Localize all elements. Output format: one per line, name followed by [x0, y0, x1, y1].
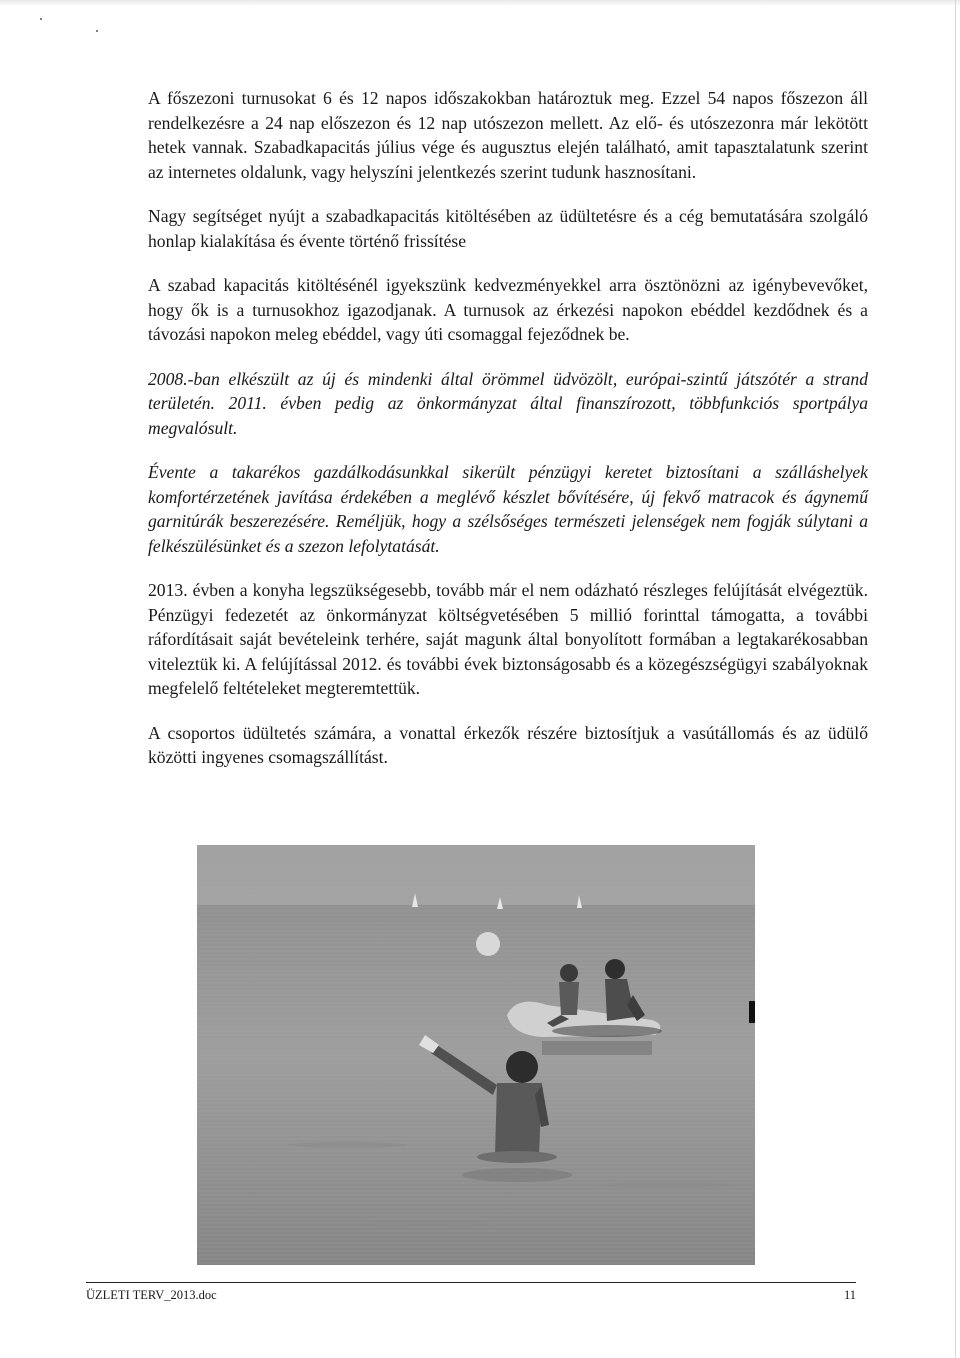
scan-speck — [96, 30, 98, 32]
paragraph-1: A főszezoni turnusokat 6 és 12 napos időszakokban határoztuk meg. Ezzel 54 napos főszezon áll rendelkezésre a 24 nap előszezon és 12 nap utószezon mellett. Az elő- és utószezonra már lekötött hetek vannak. Szabadkapacitás július vége és augusztus elején található, amit tapasztalatunk szerint az internetes oldalunk, vagy helyszíni jelentkezés szerint tudunk hasznosítani. — [148, 88, 868, 182]
body-text — [148, 86, 868, 790]
paragraph-4-italic: 2008.-ban elkészült az új és mindenki által örömmel üdvözölt, európai-szintű játszótér a strand területén. 2011. évben pedig az önkormányzat által finanszírozott, többfunkciós sportpálya megvalósult. — [148, 368, 868, 438]
scan-speck — [40, 18, 42, 20]
paragraph-6: 2013. évben a konyha legszükségesebb, tovább már el nem odázható részleges felújítását elvégeztük. Pénzügyi fedezetét az önkormányzat költségvetésében 5 millió forinttal támogatta, a további ráfordításait saját bevételeink terhére, saját magunk által bonyolított formában a legtakarékosabban viteleztük ki. A felújítással 2012. és további évek biztonságosabb és a közegészségügyi szabályoknak megfelelő feltételeket megteremtettük. — [148, 580, 868, 698]
paragraph-7: A csoportos üdültetés számára, a vonattal érkezők részére biztosítjuk a vasútállomás és az üdülő közötti ingyenes csomagszállítást. — [148, 722, 868, 767]
photo-graphic — [197, 845, 755, 1265]
footer-filename: ÜZLETI TERV_2013.doc — [86, 1288, 217, 1302]
footer-rule — [86, 1282, 856, 1283]
scan-artifact-top — [0, 0, 960, 6]
scan-artifact-edge — [955, 0, 956, 1358]
paragraph-2: Nagy segítséget nyújt a szabadkapacitás kitöltésében az üdültetésre és a cég bemutatására szolgáló honlap kialakítása és évente történő frissítése — [148, 206, 868, 251]
paragraph-5-italic: Évente a takarékos gazdálkodásunkkal sikerült pénzügyi keretet biztosítani a szálláshelyek komfortérzetének javítása érdekében a meglévő készlet bővítésére, új fekvő matracok és ágynemű garnitúrák beszerezésére. Reméljük, hogy a szélsőséges természeti jelenségek nem fogják súlytani a felkészülésünket és a szezon lefolytatását. — [148, 462, 868, 556]
paragraph-3: A szabad kapacitás kitöltésénél igyekszünk kedvezményekkel arra ösztönözni az igénybevevőket, hogy ők is a turnusokhoz igazodjanak. A turnusok az érkezési napokon ebéddel kezdődnek és a távozási napokon meleg ebéddel, vagy úti csomaggal fejeződnek be. — [148, 275, 868, 344]
page-number: 11 — [843, 1288, 856, 1302]
children-playing-in-lake-photo — [197, 845, 755, 1265]
